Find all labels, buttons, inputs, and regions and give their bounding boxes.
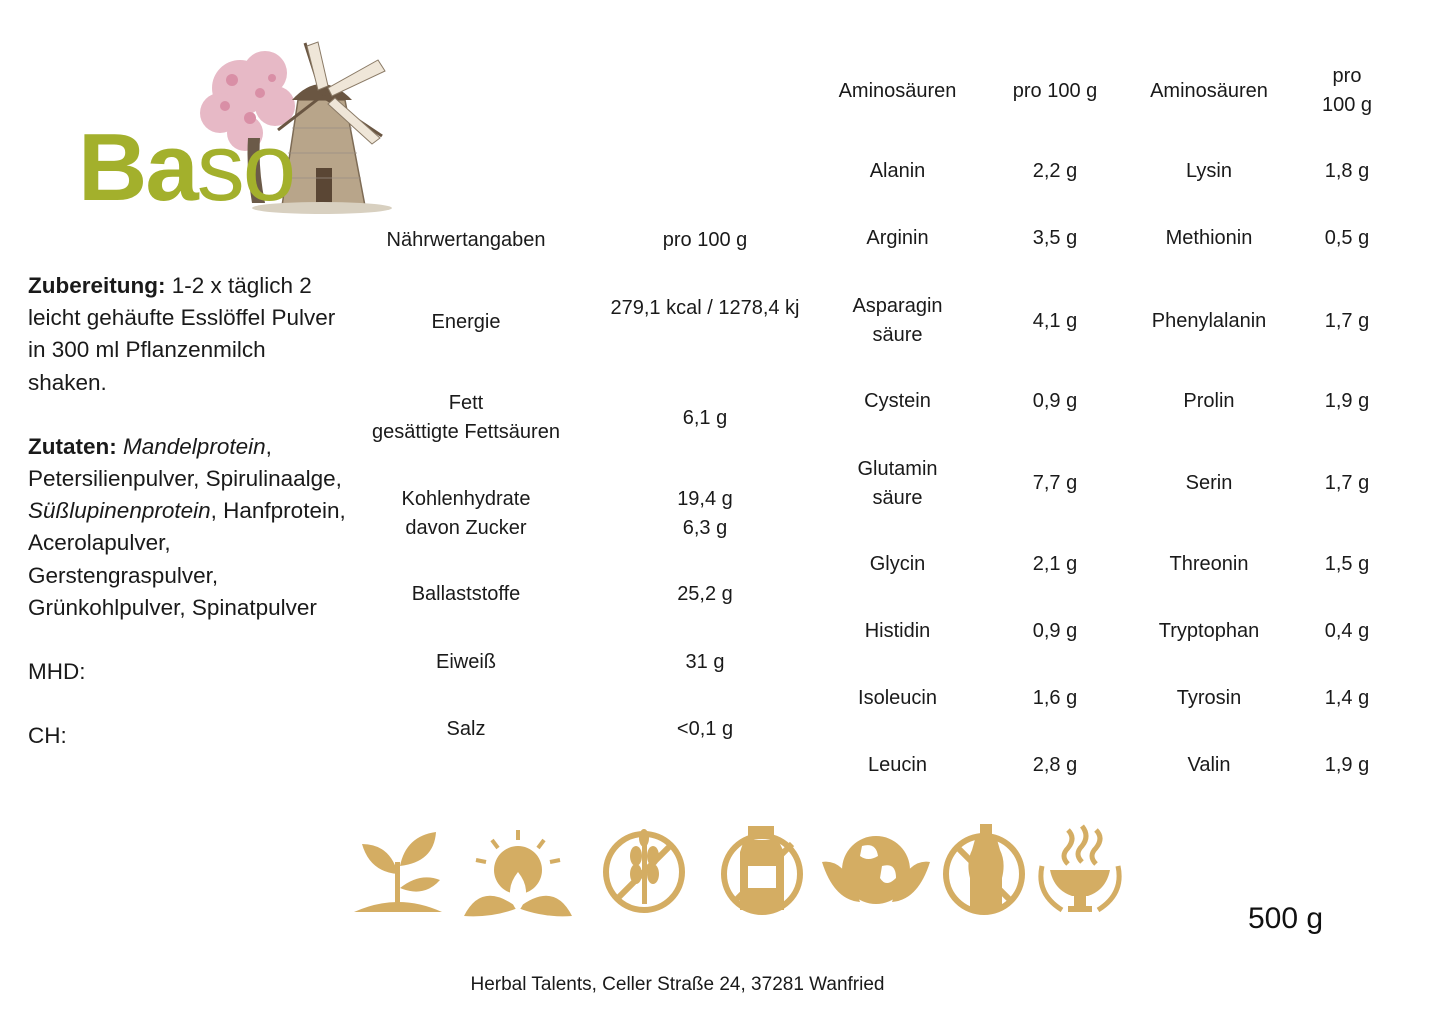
amino-name: Glycin bbox=[869, 553, 926, 575]
nutrition-label-ballaststoffe: Ballaststoffe bbox=[411, 583, 521, 605]
amino-name: Prolin bbox=[1183, 390, 1235, 412]
ingredients-text: Zutaten: Mandelprotein, Petersilienpulver, Spirulinaalge, Süßlupinenprotein, Hanfprotein, Acerolapulver, Gerstengraspulver, Grünkohlpulver, Spinatpulver bbox=[28, 433, 346, 620]
amino-header-4a: pro bbox=[1332, 65, 1362, 87]
sun-leaves-icon bbox=[462, 822, 574, 918]
nutrition-label-salz: Salz bbox=[446, 718, 486, 740]
amino-value: 7,7 g bbox=[1032, 472, 1078, 494]
amino-name: Leucin bbox=[868, 754, 927, 776]
no-plastic-bottle-icon bbox=[936, 822, 1032, 918]
amino-value: 1,7 g bbox=[1324, 310, 1370, 332]
amino-value: 0,9 g bbox=[1032, 620, 1078, 642]
amino-name: Cystein bbox=[864, 390, 931, 412]
amino-name: Histidin bbox=[864, 620, 931, 642]
amino-name: Alanin bbox=[869, 160, 926, 182]
amino-header-3: Aminosäuren bbox=[1150, 80, 1268, 102]
nutrition-label-fettsaeuren: gesättigte Fettsäuren bbox=[372, 421, 560, 443]
amino-name: Methionin bbox=[1165, 227, 1253, 249]
amino-value: 0,9 g bbox=[1032, 390, 1078, 412]
bowl-hands-icon bbox=[1032, 822, 1128, 918]
amino-name: Tryptophan bbox=[1158, 620, 1260, 642]
brand-wordmark: Baso bbox=[78, 114, 295, 221]
manufacturer-address: Herbal Talents, Celler Straße 24, 37281 Wanfried bbox=[470, 974, 885, 995]
nutrition-label-energie: Energie bbox=[431, 311, 501, 333]
gluten-free-icon bbox=[596, 822, 692, 918]
nutrition-value-eiweiss: 31 g bbox=[685, 651, 725, 673]
amino-name: Threonin bbox=[1169, 553, 1249, 575]
badge-row bbox=[350, 822, 1130, 922]
amino-value: 1,9 g bbox=[1324, 754, 1370, 776]
amino-value: 0,5 g bbox=[1324, 227, 1370, 249]
amino-name: Glutamin bbox=[857, 458, 938, 480]
amino-value: 2,8 g bbox=[1032, 754, 1078, 776]
amino-name: Phenylalanin bbox=[1151, 310, 1267, 332]
amino-header-1: Aminosäuren bbox=[838, 80, 957, 102]
nutrition-value-ballaststoffe: 25,2 g bbox=[677, 583, 733, 605]
amino-name-suffix: säure bbox=[872, 324, 923, 346]
amino-name: Tyrosin bbox=[1176, 687, 1242, 709]
lactose-free-icon bbox=[714, 822, 810, 918]
brand-logo bbox=[60, 38, 400, 221]
nutrition-value-energie: 279,1 kcal / 1278,4 kj bbox=[610, 297, 800, 319]
nutrition-value-zucker: 6,3 g bbox=[682, 517, 728, 539]
amino-value: 3,5 g bbox=[1032, 227, 1078, 249]
nutrition-label-kohlenhydrate: Kohlenhydrate bbox=[401, 488, 531, 510]
amino-value: 1,9 g bbox=[1324, 390, 1370, 412]
amino-value: 1,6 g bbox=[1032, 687, 1078, 709]
nutrition-label-fett: Fett bbox=[448, 392, 484, 414]
amino-name: Valin bbox=[1187, 754, 1231, 776]
mhd-label: MHD: bbox=[28, 659, 86, 685]
nutrition-value-salz: <0,1 g bbox=[676, 718, 734, 740]
amino-name: Lysin bbox=[1186, 160, 1232, 182]
amino-name: Isoleucin bbox=[858, 687, 937, 709]
amino-name: Arginin bbox=[866, 227, 929, 249]
amino-value: 2,1 g bbox=[1032, 553, 1078, 575]
amino-name: Serin bbox=[1185, 472, 1233, 494]
amino-value: 1,7 g bbox=[1324, 472, 1370, 494]
nutrition-value-kohlenhydrate: 19,4 g bbox=[677, 488, 733, 510]
amino-value: 1,4 g bbox=[1324, 687, 1370, 709]
nutrition-value-fett: 6,1 g bbox=[682, 407, 728, 429]
amino-name-suffix: säure bbox=[872, 487, 923, 509]
earth-leaves-icon bbox=[820, 822, 932, 918]
nutrition-header-value: pro 100 g bbox=[662, 229, 748, 251]
amino-header-4b: 100 g bbox=[1321, 94, 1373, 116]
amino-name: Asparagin bbox=[852, 295, 943, 317]
amino-value: 1,8 g bbox=[1324, 160, 1370, 182]
preparation-text: Zubereitung: 1-2 x täglich 2 leicht gehäufte Esslöffel Pulver in 300 ml Pflanzenmilch shaken. bbox=[28, 273, 336, 395]
net-weight: 500 g bbox=[1248, 902, 1324, 935]
amino-value: 0,4 g bbox=[1324, 620, 1370, 642]
amino-value: 4,1 g bbox=[1032, 310, 1078, 332]
plant-sprout-icon bbox=[350, 822, 446, 918]
product-instructions bbox=[28, 270, 348, 752]
nutrition-label-zucker: davon Zucker bbox=[405, 517, 527, 539]
ch-label: CH: bbox=[28, 723, 67, 749]
nutrition-header-label: Nährwertangaben bbox=[386, 229, 546, 251]
amino-value: 1,5 g bbox=[1324, 553, 1370, 575]
amino-value: 2,2 g bbox=[1032, 160, 1078, 182]
amino-header-2: pro 100 g bbox=[1012, 80, 1098, 102]
nutrition-label-eiweiss: Eiweiß bbox=[435, 651, 496, 673]
